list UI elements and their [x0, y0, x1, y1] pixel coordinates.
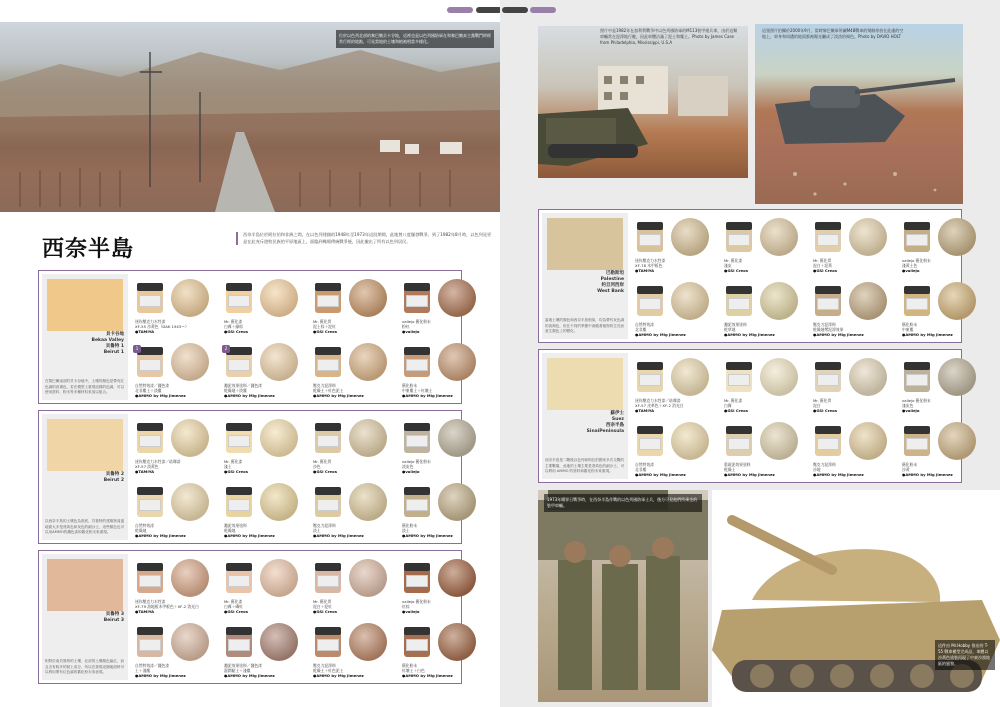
color-swatch	[47, 279, 123, 331]
paint-jar-icon	[137, 563, 163, 593]
paint-jar-icon	[404, 283, 430, 313]
paint-jar-icon	[226, 563, 252, 593]
paint-panel	[538, 209, 962, 343]
paint-jar-icon	[815, 362, 841, 392]
tank-wreck-photo	[755, 24, 963, 204]
paint-product	[900, 278, 978, 340]
apc-photo	[538, 26, 748, 178]
photo-caption: 這張照片拍攝於2000年9月，當時黎巴嫩軍所屬M48戰車的殘骸停放在此處的空地上，車身和周遭的地面都被陽光曬成了淡淡的褐色。Photo by DAVID HOLT	[762, 28, 904, 39]
product-brand: ●GSI Creos	[813, 408, 838, 413]
right-page	[500, 0, 1000, 707]
paint-jar-icon	[404, 347, 430, 377]
product-brand: ●GSI Creos	[313, 609, 338, 614]
product-label: Mr. 舊化膏 泥土棕＋泥紅	[313, 319, 336, 329]
paint-jar-icon	[404, 563, 430, 593]
paint-product	[900, 214, 978, 276]
product-label: Mr. 舊化漆 白霧＋磚紅	[224, 599, 243, 609]
product-label: 重現泥效果塗料 乾燥土	[724, 462, 751, 472]
photo-caption: 這件由 Mr.Hobby 推出的 T-55 戰車模型完成品，車體以沙黃色塗裝再現了中東沙漠地區的風貌。	[935, 640, 995, 670]
paint-product	[222, 415, 300, 477]
apc-illustration	[538, 26, 748, 178]
paint-product	[311, 479, 389, 541]
product-label: Mr. 舊化膏 泥白＋泥紅	[313, 599, 332, 609]
product-brand: ●AMMO by Mig Jimenez	[724, 332, 775, 337]
paint-product	[133, 339, 211, 401]
product-label: 迷你壓克力水性漆 XF-55 沙黃色（DAK 1943～）	[135, 319, 189, 329]
paint-product	[633, 278, 711, 340]
paint-product	[633, 354, 711, 416]
paint-product	[400, 555, 478, 617]
product-label: vallejo 舊化粉末 粉紅	[402, 319, 431, 329]
paint-jar-icon	[637, 426, 663, 456]
product-brand: ●AMMO by Mig Jimenez	[313, 533, 364, 538]
paint-product	[222, 339, 300, 401]
product-brand: ●AMMO by Mig Jimenez	[402, 393, 453, 398]
product-label: vallejo 舊化粉末 淡灰色	[402, 459, 431, 469]
color-swatch	[547, 218, 623, 270]
paint-jar-icon	[226, 283, 252, 313]
product-label: 濺泥效果塗料／濺色漆 乾燥地＋淡塵	[224, 383, 262, 393]
tank-wreck-illustration	[755, 24, 963, 204]
product-brand: ●GSI Creos	[224, 329, 249, 334]
step-badge: 2	[222, 345, 230, 353]
product-label: Mr. 舊化漆 淺灰	[724, 258, 743, 268]
color-swatch	[547, 358, 623, 410]
paint-product	[811, 278, 889, 340]
paint-product	[633, 418, 711, 480]
paint-jar-icon	[226, 423, 252, 453]
paint-product	[222, 275, 300, 337]
product-brand: ●GSI Creos	[313, 469, 338, 474]
product-brand: ●TAMIYA	[135, 609, 155, 614]
product-label: 濺泥效果塗料／濺色漆 濕潤黏土＋淺塵	[224, 663, 262, 673]
paint-product	[400, 619, 478, 681]
paint-jar-icon	[137, 423, 163, 453]
product-brand: ●vallejo	[402, 329, 420, 334]
product-brand: ●AMMO by Mig Jimenez	[724, 472, 775, 477]
product-brand: ●GSI Creos	[813, 268, 838, 273]
paint-jar-icon	[137, 627, 163, 657]
panel-description: 相對於南貝魯特的土壤，北部的土壤顏色偏紅，而且含有較多的黏土成分，所以在重現這類地面時可以利用帶有紅色調的舊化粉末來表現。	[45, 659, 125, 675]
panel-info	[42, 414, 128, 540]
product-label: Mr. 舊化漆 白霧	[724, 398, 743, 408]
paint-product	[722, 214, 800, 276]
product-label: 濺泥效果塗料 乾草地	[724, 322, 747, 332]
paint-jar-icon	[315, 627, 341, 657]
paint-jar-icon	[226, 627, 252, 657]
paint-panel	[38, 270, 462, 404]
photo-caption: 位於以色列北部的黎巴嫩貝卡谷地，這裡也是以色列國防軍在和黎巴嫩真主黨戰鬥時經常行經的地點，可見當地的土壤和植被相當多樣化。	[336, 30, 494, 48]
product-brand: ●AMMO by Mig Jimenez	[224, 393, 275, 398]
product-label: 自然特效漆／濺色漆 北非塵土＋淡塵	[135, 383, 170, 393]
product-brand: ●AMMO by Mig Jimenez	[902, 332, 953, 337]
product-label: Mr. 舊化膏 沙色	[313, 459, 332, 469]
landscape-photo	[0, 22, 500, 212]
product-label: vallejo 舊化粉末 淺灰色	[902, 398, 931, 408]
step-badge: 1	[133, 345, 141, 353]
product-label: 舊化粉末 淡土	[402, 523, 418, 533]
product-label: Mr. 舊化膏 泥白	[813, 398, 832, 408]
product-label: 自然特效漆／濺色漆 土＋淺塵	[135, 663, 170, 673]
product-label: Mr. 舊化漆 白霧＋綠棕	[224, 319, 243, 329]
paint-product	[311, 275, 389, 337]
soldiers-illustration	[538, 490, 708, 702]
panel-title: 巴勒斯坦 Palestine 約旦河西岸 West Bank	[597, 271, 624, 294]
paint-jar-icon	[726, 362, 752, 392]
product-brand: ●AMMO by Mig Jimenez	[902, 472, 953, 477]
product-brand: ●AMMO by Mig Jimenez	[813, 332, 864, 337]
photo-caption: 1973年贖罪日戰爭時，在西奈半島作戰的以色列國防軍士兵，後方可見他們所乘坐的裝甲車輛。	[544, 494, 702, 512]
panel-description: 當地土壤的顏色和西奈半島相似，均為帶有灰色調的淡褐色，但在不同的季節中會隨著植物的生長而產生顏色上的變化。	[545, 318, 625, 334]
product-label: 迷你壓克力水性漆／琺瑯漆 XF-57 淡黃色	[135, 459, 181, 469]
landscape-illustration	[0, 22, 500, 212]
paint-product	[811, 214, 889, 276]
paint-product	[133, 415, 211, 477]
paint-product	[900, 354, 978, 416]
color-swatch	[47, 559, 123, 611]
paint-jar-icon	[726, 286, 752, 316]
panel-title: 貝卡谷地 Bekaa Valley 貝魯特 1 Beirut 1	[91, 332, 124, 355]
product-label: 自然特效漆 乾燥地	[135, 523, 154, 533]
panel-description: 西奈半島是二戰後以色列和阿拉伯國家多次交戰的主要戰場，此地的土壤主要是淺黃色的細沙土，可以利用 AMMO 的塗料和舊化粉末來重現。	[545, 458, 625, 474]
product-brand: ●AMMO by Mig Jimenez	[635, 472, 686, 477]
product-label: 濺泥效果塗料 乾燥地	[224, 523, 247, 533]
panel-description: 以西奈半島的土壤色為基底，貝魯特的建築物周邊地面大多是淺黃色和灰色的細沙土，這些顏色也可以用AMMO的濺色漆和舊化粉末來重現。	[45, 519, 125, 535]
panel-title: 貝魯特 2 Beirut 2	[103, 472, 124, 483]
product-label: 舊化粉末 沙黃	[902, 462, 918, 472]
product-brand: ●AMMO by Mig Jimenez	[135, 393, 186, 398]
product-label: 舊化粉末 紅壤土＋白色	[402, 663, 425, 673]
paint-jar-icon	[315, 347, 341, 377]
paint-product	[133, 555, 211, 617]
paint-product	[311, 555, 389, 617]
paint-jar-icon	[904, 362, 930, 392]
product-brand: ●AMMO by Mig Jimenez	[224, 673, 275, 678]
panel-info	[42, 274, 128, 400]
product-brand: ●AMMO by Mig Jimenez	[135, 533, 186, 538]
paint-jar-icon	[904, 286, 930, 316]
paint-jar-icon	[404, 487, 430, 517]
product-label: vallejo 舊化粉末 紅棕	[402, 599, 431, 609]
product-label: 迷你壓克力水性漆 XF-79 油地板木甲板色＋XF-2 消光白	[135, 599, 199, 609]
product-brand: ●AMMO by Mig Jimenez	[313, 673, 364, 678]
panel-description: 在黎巴嫩南部的貝卡谷地中，土壤的顏色是帶有紅色調的淡褐色，若在模型上重現這樣的色調，可以使用塗料、粉末等多種材料來加以組合。	[45, 379, 125, 395]
product-brand: ●vallejo	[902, 268, 920, 273]
paint-jar-icon	[637, 286, 663, 316]
page-marker-icon	[476, 7, 502, 13]
page-marker-icon	[530, 7, 556, 13]
paint-jar-icon	[315, 283, 341, 313]
paint-jar-icon	[315, 423, 341, 453]
product-brand: ●AMMO by Mig Jimenez	[813, 472, 864, 477]
product-brand: ●vallejo	[402, 469, 420, 474]
paint-product	[900, 418, 978, 480]
paint-product	[811, 418, 889, 480]
paint-jar-icon	[137, 283, 163, 313]
product-label: 壓克力泥濘料 乾燥土＋紅色泥土	[313, 383, 344, 393]
paint-jar-icon	[404, 423, 430, 453]
paint-product	[133, 275, 211, 337]
product-brand: ●AMMO by Mig Jimenez	[402, 533, 453, 538]
product-brand: ●TAMIYA	[135, 329, 155, 334]
t55-illustration	[712, 490, 1000, 707]
paint-jar-icon	[726, 426, 752, 456]
product-brand: ●TAMIYA	[635, 268, 655, 273]
paint-product	[400, 339, 478, 401]
paint-jar-icon	[904, 426, 930, 456]
product-label: 壓克力泥濘料 沙地	[813, 462, 836, 472]
paint-product	[633, 214, 711, 276]
paint-jar-icon	[637, 362, 663, 392]
product-brand: ●AMMO by Mig Jimenez	[313, 393, 364, 398]
product-label: 壓克力泥濘料 淡土	[313, 523, 336, 533]
paint-product	[400, 415, 478, 477]
panel-title: 貝魯特 3 Beirut 3	[103, 612, 124, 623]
panel-info	[42, 554, 128, 680]
product-brand: ●GSI Creos	[224, 469, 249, 474]
panel-info	[542, 353, 628, 479]
product-brand: ●GSI Creos	[313, 329, 338, 334]
product-brand: ●TAMIYA	[635, 408, 655, 413]
paint-panel	[538, 349, 962, 483]
paint-jar-icon	[637, 222, 663, 252]
paint-product	[722, 278, 800, 340]
paint-jar-icon	[315, 563, 341, 593]
product-label: Mr. 舊化漆 淺土	[224, 459, 243, 469]
product-label: 自然特效漆 北非塵	[635, 322, 654, 332]
paint-product	[133, 479, 211, 541]
product-brand: ●GSI Creos	[724, 408, 749, 413]
paint-jar-icon	[137, 487, 163, 517]
paint-jar-icon	[226, 487, 252, 517]
paint-jar-icon	[315, 487, 341, 517]
paint-jar-icon	[904, 222, 930, 252]
product-label: 迷你壓克力水性漆 XF-78 木甲板色	[635, 258, 666, 268]
paint-product	[222, 479, 300, 541]
product-label: Mr. 舊化膏 泥白＋泥黃	[813, 258, 832, 268]
page-marker-icon	[447, 7, 473, 13]
paint-product	[400, 275, 478, 337]
product-label: vallejo 舊化粉末 淺黃土色	[902, 258, 931, 268]
product-label: 舊化粉末 中東塵	[902, 322, 918, 332]
paint-product	[133, 619, 211, 681]
product-brand: ●AMMO by Mig Jimenez	[224, 533, 275, 538]
product-brand: ●AMMO by Mig Jimenez	[635, 332, 686, 337]
panel-title: 蘇伊士 Suez 西奈半島 SinaiPeninsula	[586, 411, 624, 434]
product-label: 壓克力泥濘料 乾燥土＋紅色泥土	[313, 663, 344, 673]
paint-product	[400, 479, 478, 541]
panel-info	[542, 213, 628, 339]
product-brand: ●vallejo	[402, 609, 420, 614]
product-brand: ●vallejo	[902, 408, 920, 413]
product-label: 迷你壓克力水性漆／琺瑯漆 XF-57 皮革色＋XF-2 消光白	[635, 398, 684, 408]
paint-product	[222, 619, 300, 681]
t55-model-photo	[712, 490, 1000, 707]
paint-product	[722, 418, 800, 480]
product-brand: ●GSI Creos	[724, 268, 749, 273]
paint-product	[311, 415, 389, 477]
paint-product	[311, 339, 389, 401]
page-title: 西奈半島	[42, 236, 135, 262]
paint-jar-icon	[815, 222, 841, 252]
paint-jar-icon	[815, 286, 841, 316]
paint-jar-icon	[404, 627, 430, 657]
photo-caption: 照片中是1982年在加利利戰爭中以色列國防軍的M113裝甲運兵車，由於這類車輛常在泥濘地行駛，因此車體沾滿了泥土和塵土。Photo by James Case from Philadelphia, Mississippi, U.S.A	[600, 28, 738, 45]
product-label: 自然特效漆 北非塵	[635, 462, 654, 472]
intro-text: 西奈半島位於阿拉伯和非洲之間，在以色列建國的1948年至1973年這段期間，此地曾八度爆發戰爭。到了1982年8月時，以色列見更是在此充斥遊牧民族的平原地區上，面臨到幾場傳統戰爭後，因此撤出了所有以色列居民。	[236, 232, 494, 245]
paint-panel	[38, 550, 462, 684]
paint-jar-icon	[815, 426, 841, 456]
product-label: 壓克力泥濘料 乾燥地帶泥濘效果	[813, 322, 844, 332]
product-brand: ●AMMO by Mig Jimenez	[135, 673, 186, 678]
paint-product	[811, 354, 889, 416]
paint-product	[311, 619, 389, 681]
paint-product	[722, 354, 800, 416]
paint-panel	[38, 410, 462, 544]
color-swatch	[47, 419, 123, 471]
product-label: 舊化粉末 中東塵土＋紅壤土	[402, 383, 433, 393]
soldiers-photo	[538, 490, 708, 702]
product-brand: ●GSI Creos	[224, 609, 249, 614]
paint-jar-icon	[726, 222, 752, 252]
page-marker-icon	[502, 7, 528, 13]
product-brand: ●AMMO by Mig Jimenez	[402, 673, 453, 678]
paint-product	[222, 555, 300, 617]
product-brand: ●TAMIYA	[135, 469, 155, 474]
